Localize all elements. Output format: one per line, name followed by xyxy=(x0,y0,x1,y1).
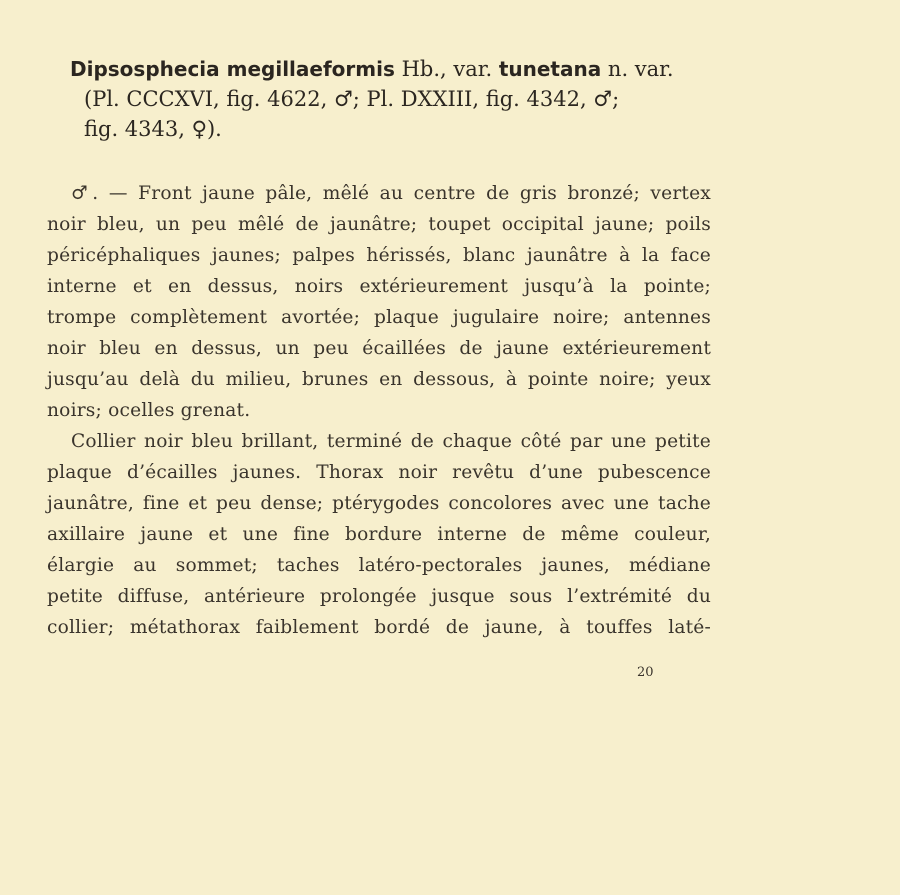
paragraph-2-line: plaque d’écailles jaunes. Thorax noir revêtu d’une pubescence xyxy=(47,462,711,483)
species-name: Dipsosphecia megillaeformis xyxy=(70,57,395,81)
paragraph-1-line: interne et en dessus, noirs extérieurement jusqu’à la pointe; xyxy=(47,276,711,297)
paragraph-2-line: axillaire jaune et une fine bordure interne de même couleur, xyxy=(47,524,711,545)
heading-line-1 xyxy=(70,54,730,84)
paragraph-1-line: péricéphaliques jaunes; palpes hérissés, blanc jaunâtre à la face xyxy=(47,245,711,266)
variety-name: tunetana xyxy=(498,57,602,81)
paragraph-1-line: noir bleu, un peu mêlé de jaunâtre; toupet occipital jaune; poils xyxy=(47,214,711,235)
paragraph-1-line: trompe complètement avortée; plaque jugulaire noire; antennes xyxy=(47,307,711,328)
description-text xyxy=(47,178,711,643)
paragraph-1-line: noir bleu en dessus, un peu écaillées de jaune extérieurement xyxy=(47,338,711,359)
heading-line-3: fig. 4343, ♀). xyxy=(84,117,222,141)
variety-suffix: n. var. xyxy=(607,57,674,81)
paragraph-2-line: collier; métathorax faiblement bordé de jaune, à touffes laté- xyxy=(47,617,711,638)
species-author: Hb., var. xyxy=(401,57,493,81)
paragraph-2-line: petite diffuse, antérieure prolongée jusque sous l’extrémité du xyxy=(47,586,711,607)
paragraph-1-line: jusqu’au delà du milieu, brunes en dessous, à pointe noire; yeux xyxy=(47,369,711,390)
page-number: 20 xyxy=(637,665,654,680)
paragraph-2-line: jaunâtre, fine et peu dense; ptérygodes concolores avec une tache xyxy=(47,493,711,514)
heading-line-2: (Pl. CCCXVI, fig. 4622, ♂; Pl. DXXIII, fig. 4342, ♂; xyxy=(84,87,620,111)
paragraph-1-line: ♂. — Front jaune pâle, mêlé au centre de gris bronzé; vertex xyxy=(71,183,711,204)
paragraph-1-line: noirs; ocelles grenat. xyxy=(47,400,251,421)
paragraph-2-line: élargie au sommet; taches latéro-pectorales jaunes, médiane xyxy=(47,555,711,576)
species-heading xyxy=(70,54,730,144)
paragraph-2-line: Collier noir bleu brillant, terminé de chaque côté par une petite xyxy=(71,431,711,452)
